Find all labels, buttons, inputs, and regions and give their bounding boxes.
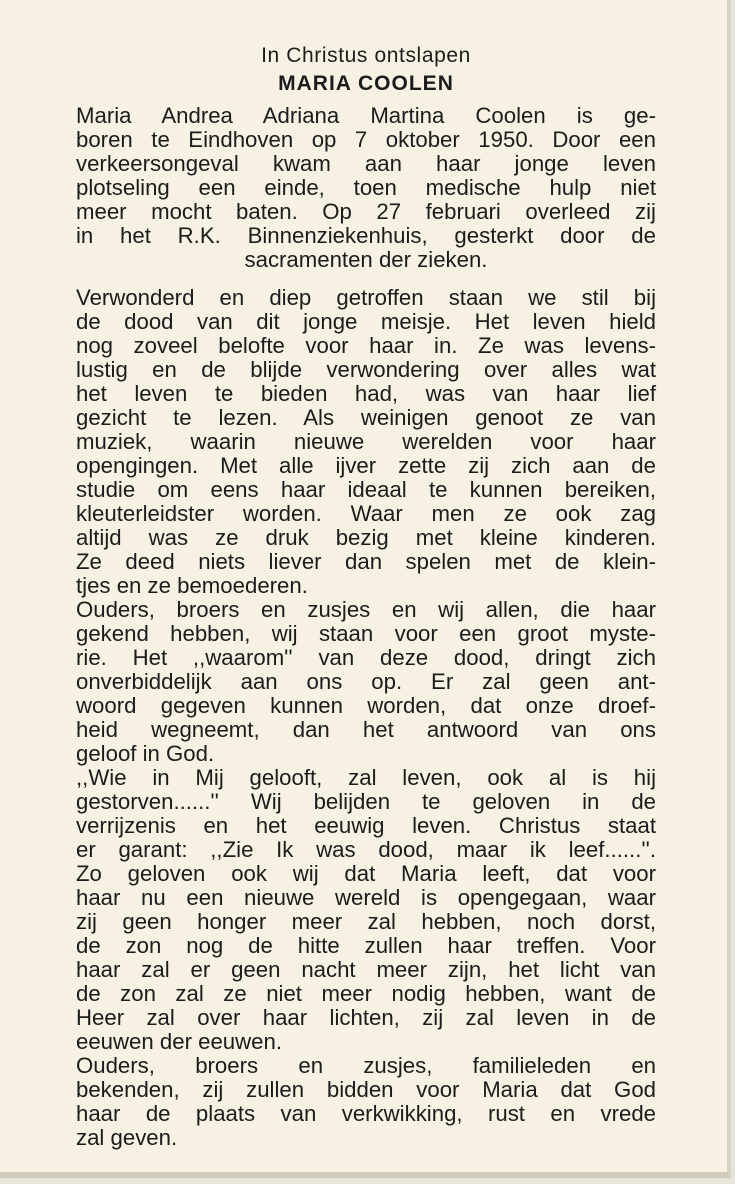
- text-line: geloof in God.: [76, 741, 215, 766]
- text-line: boren te Eindhoven op 7 oktober 1950. Door een: [76, 127, 656, 152]
- text-line: eeuwen der eeuwen.: [76, 1029, 283, 1054]
- text-line: meer mocht baten. Op 27 februari overleed zij: [76, 199, 656, 224]
- card-text: [76, 44, 656, 1150]
- text-line: zij geen honger meer zal hebben, noch dorst,: [76, 909, 656, 934]
- text-line: plotseling een einde, toen medische hulp niet: [76, 175, 656, 200]
- text-line: lustig en de blijde verwondering over alles wat: [76, 357, 656, 382]
- text-line: kleuterleidster worden. Waar men ze ook zag: [76, 501, 656, 526]
- text-line: de zon zal ze niet meer nodig hebben, want de: [76, 981, 656, 1006]
- text-line: verrijzenis en het eeuwig leven. Christus staat: [76, 813, 656, 838]
- text-line: opengingen. Met alle ijver zette zij zich aan de: [76, 453, 656, 478]
- text-line: tjes en ze bemoederen.: [76, 573, 308, 598]
- intro-paragraph: [76, 104, 656, 272]
- text-line: bekenden, zij zullen bidden voor Maria dat God: [76, 1077, 656, 1102]
- body-paragraph-2: [76, 598, 656, 766]
- text-line: nog zoveel belofte voor haar in. Ze was levens-: [76, 333, 656, 358]
- text-line: haar de plaats van verkwikking, rust en vrede: [76, 1101, 656, 1126]
- text-line: gekend hebben, wij staan voor een groot myste-: [76, 621, 656, 646]
- text-line: altijd was ze druk bezig met kleine kinderen.: [76, 525, 656, 550]
- text-line: gezicht te lezen. Als weinigen genoot ze van: [76, 405, 656, 430]
- text-line: verkeersongeval kwam aan haar jonge leven: [76, 151, 656, 176]
- text-line: rie. Het ,,waarom'' van deze dood, dringt zich: [76, 645, 656, 670]
- text-line: gestorven......'' Wij belijden te geloven in de: [76, 789, 656, 814]
- text-line: muziek, waarin nieuwe werelden voor haar: [76, 429, 656, 454]
- text-line: haar nu een nieuwe wereld is opengegaan, waar: [76, 885, 656, 910]
- text-line: zal geven.: [76, 1125, 178, 1150]
- deceased-name: MARIA COOLEN: [278, 72, 454, 95]
- text-line: onverbiddelijk aan ons op. Er zal geen ant-: [76, 669, 656, 694]
- text-line: het leven te bieden had, was van haar lief: [76, 381, 656, 406]
- text-line: Verwonderd en diep getroffen staan we stil bij: [76, 285, 656, 310]
- text-line: sacramenten der zieken.: [244, 247, 488, 272]
- body-paragraph-1: [76, 286, 656, 598]
- text-line: Ouders, broers en zusjes, familieleden en: [76, 1053, 656, 1078]
- subtitle: In Christus ontslapen: [261, 44, 471, 67]
- paragraph-gap: [76, 272, 656, 286]
- text-line: heid wegneemt, dan het antwoord van ons: [76, 717, 656, 742]
- text-line: ,,Wie in Mij gelooft, zal leven, ook al is hij: [76, 765, 656, 790]
- text-line: Zo geloven ook wij dat Maria leeft, dat voor: [76, 861, 656, 886]
- body-paragraph-4: [76, 1054, 656, 1150]
- text-line: in het R.K. Binnenziekenhuis, gesterkt door de: [76, 223, 656, 248]
- text-line: Ze deed niets liever dan spelen met de klein-: [76, 549, 656, 574]
- text-line: studie om eens haar ideaal te kunnen bereiken,: [76, 477, 656, 502]
- text-line: Heer zal over haar lichten, zij zal leven in de: [76, 1005, 656, 1030]
- text-line: woord gegeven kunnen worden, dat onze droef-: [76, 693, 656, 718]
- text-line: de zon nog de hitte zullen haar treffen. Voor: [76, 933, 656, 958]
- text-line: de dood van dit jonge meisje. Het leven hield: [76, 309, 656, 334]
- text-line: er garant: ,,Zie Ik was dood, maar ik leef......''.: [76, 837, 656, 862]
- text-line: Ouders, broers en zusjes en wij allen, die haar: [76, 597, 656, 622]
- text-line: Maria Andrea Adriana Martina Coolen is ge-: [76, 103, 656, 128]
- text-line: haar zal er geen nacht meer zijn, het licht van: [76, 957, 656, 982]
- body-paragraph-3: [76, 766, 656, 1054]
